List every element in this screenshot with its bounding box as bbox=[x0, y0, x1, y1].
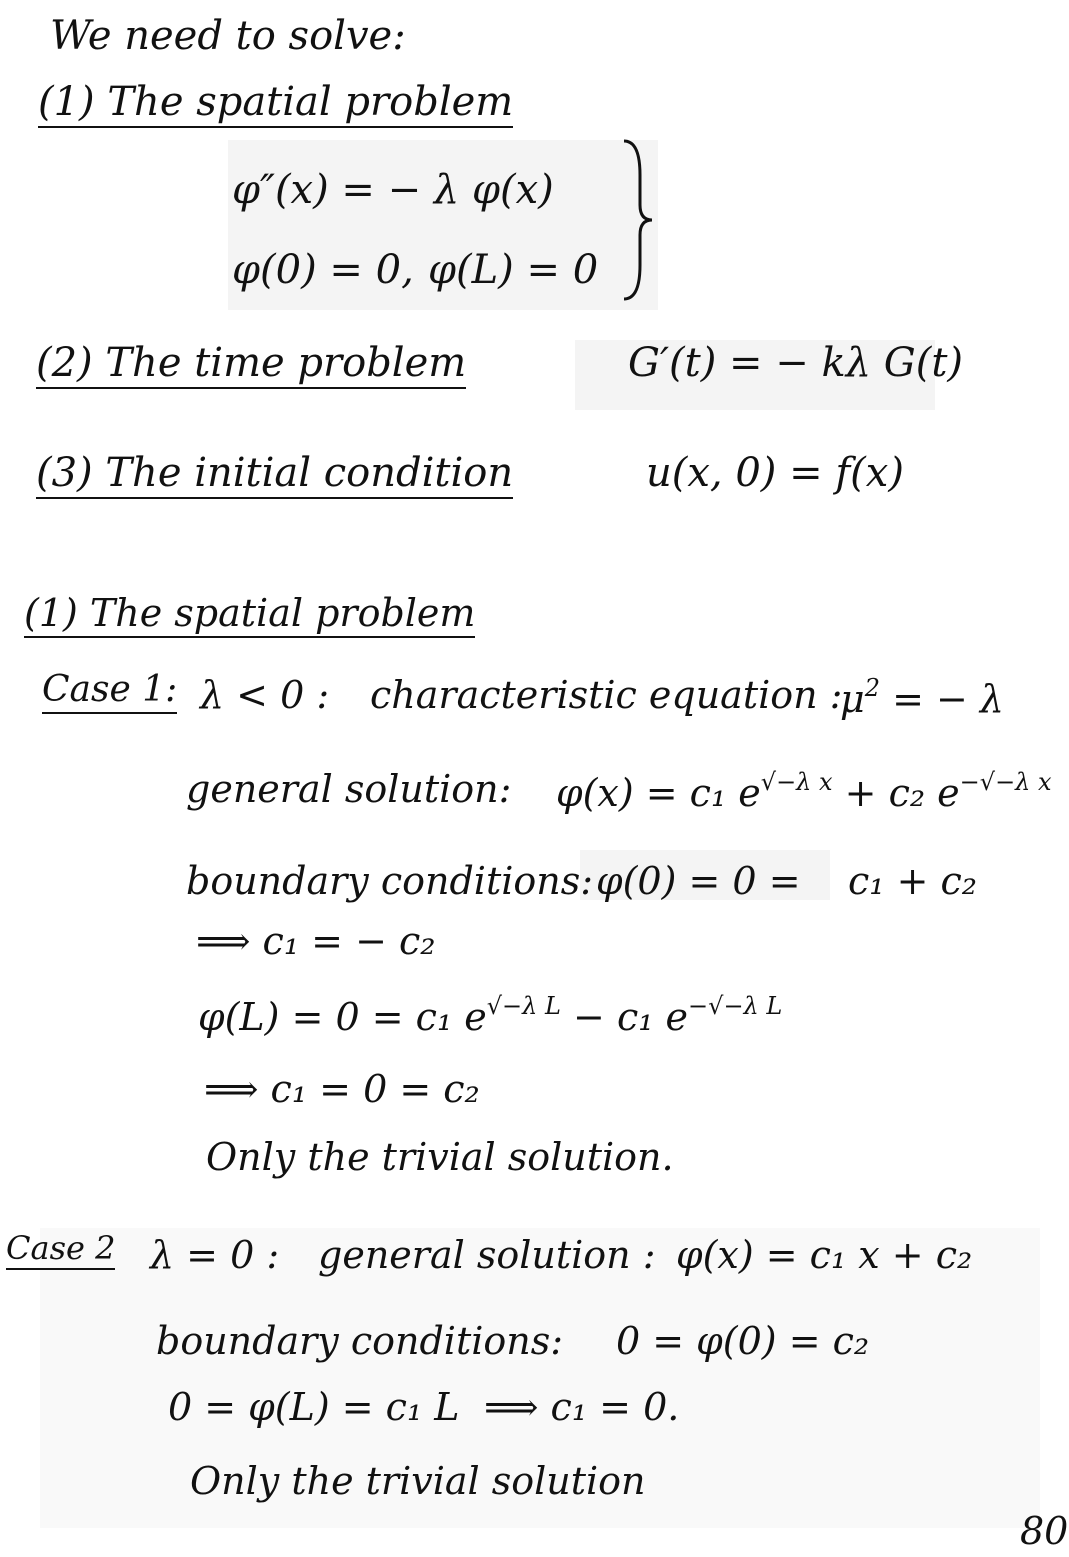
case2-bc-eq: 0 = φ(0) = c₂ bbox=[616, 1319, 870, 1363]
case1-conclusion: Only the trivial solution. bbox=[206, 1135, 674, 1179]
case1-implies-2: ⟹ c₁ = 0 = c₂ bbox=[204, 1067, 480, 1111]
case1-bc-label: boundary conditions: bbox=[186, 859, 594, 903]
case1-phiL-eq bbox=[198, 992, 783, 1039]
gen-eq-exp1: √−λ x bbox=[760, 768, 833, 796]
intro-text: We need to solve: bbox=[50, 13, 406, 59]
phiL-exp2: −√−λ L bbox=[688, 992, 783, 1020]
case2-label: Case 2 bbox=[6, 1232, 115, 1270]
phiL-mid: − c₁ e bbox=[573, 995, 689, 1039]
case1-bc-eq: φ(0) = 0 = bbox=[596, 859, 801, 903]
case1-condition: λ < 0 : bbox=[200, 673, 330, 717]
spatial-eq-bc-left: φ(0) = 0, bbox=[232, 247, 414, 293]
char-eq-exp: 2 bbox=[864, 674, 880, 702]
item-time-equation: G′(t) = − kλ G(t) bbox=[628, 340, 964, 386]
gen-eq-lhs: φ(x) = c₁ e bbox=[556, 771, 761, 815]
case1-bc-rhs: c₁ + c₂ bbox=[848, 859, 978, 903]
item-spatial-label: (1) The spatial problem bbox=[38, 82, 513, 128]
item-initial-label: (3) The initial condition bbox=[36, 453, 513, 499]
section-title: (1) The spatial problem bbox=[24, 594, 475, 638]
case2-line3: 0 = φ(L) = c₁ L bbox=[168, 1385, 460, 1429]
case2-bc-label: boundary conditions: bbox=[156, 1319, 564, 1363]
spatial-eq-bc-right: φ(L) = 0 bbox=[428, 247, 599, 293]
case2-conclusion: Only the trivial solution bbox=[190, 1459, 646, 1503]
case2-gen-label: general solution : bbox=[318, 1233, 656, 1277]
spatial-eq-ode: φ″(x) = − λ φ(x) bbox=[232, 167, 554, 213]
case1-char-eq bbox=[840, 674, 1004, 721]
case2-condition: λ = 0 : bbox=[150, 1233, 280, 1277]
case2-line3-implies: ⟹ c₁ = 0. bbox=[484, 1385, 680, 1429]
char-eq-base: μ bbox=[840, 677, 865, 721]
case1-gen-label: general solution: bbox=[186, 767, 512, 811]
right-brace-icon bbox=[618, 135, 658, 305]
case1-gen-eq bbox=[556, 768, 1052, 815]
phiL-exp1: √−λ L bbox=[486, 992, 561, 1020]
gen-eq-mid: + c₂ e bbox=[844, 771, 960, 815]
item-time-label: (2) The time problem bbox=[36, 343, 466, 389]
gen-eq-exp2: −√−λ x bbox=[959, 768, 1052, 796]
page-number: 80 bbox=[1020, 1509, 1069, 1553]
case1-char-text: characteristic equation : bbox=[370, 673, 843, 717]
phiL-lhs: φ(L) = 0 = c₁ e bbox=[198, 995, 487, 1039]
item-initial-equation: u(x, 0) = f(x) bbox=[646, 450, 904, 496]
char-eq-rhs: = − λ bbox=[892, 677, 1004, 721]
case2-gen-eq: φ(x) = c₁ x + c₂ bbox=[676, 1233, 973, 1277]
case1-label: Case 1: bbox=[42, 672, 177, 714]
case1-implies-1: ⟹ c₁ = − c₂ bbox=[196, 919, 436, 963]
